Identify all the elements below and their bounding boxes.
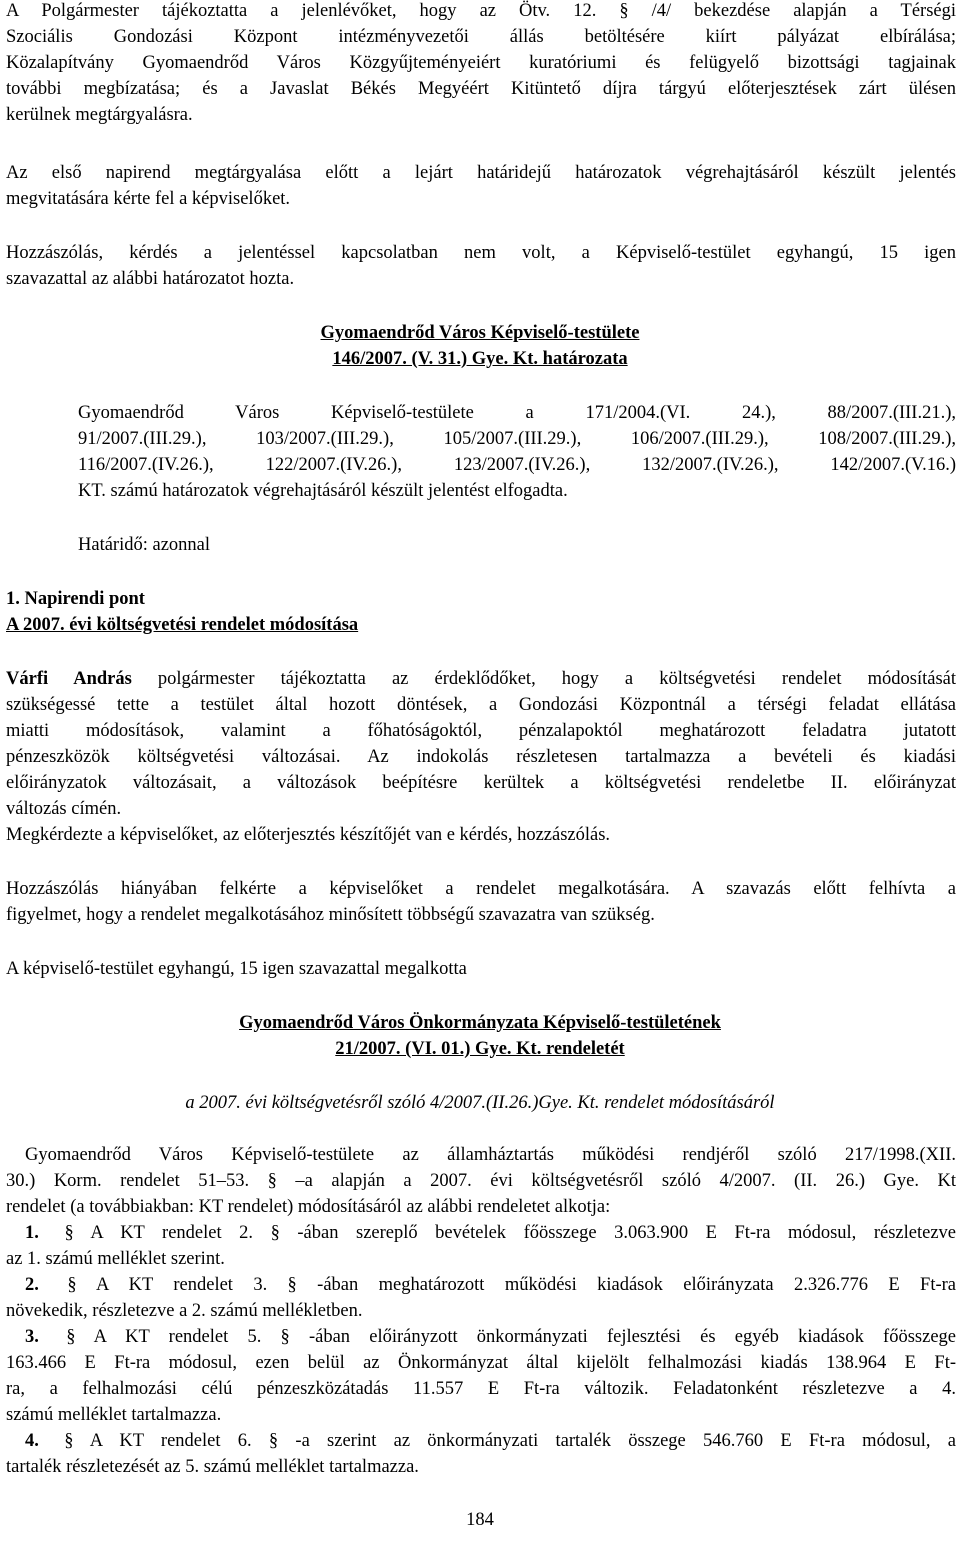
decree-heading bbox=[0, 1010, 960, 1036]
speech-text: polgármester tájékoztatta az érdeklődőket, hogy a költségvetési rendelet módosítását bbox=[131, 669, 956, 689]
decree-item-line: számú melléklet tartalmazza. bbox=[6, 1405, 222, 1425]
speaker-name: Várfi András bbox=[6, 669, 132, 689]
speech-line: szükségessé tette a testület által hozott döntések, a Gondozási Központnál a térségi feladat ellátása bbox=[6, 695, 956, 715]
intro-line: A Polgármester tájékoztatta a jelenlévőket, hogy az Ötv. 12. § /4/ bekezdése alapján a Térségi bbox=[6, 1, 956, 21]
no-comments-line: figyelmet, hogy a rendelet megalkotásához minősített többségű szavazatra van szükség. bbox=[6, 905, 655, 925]
decree-item-number: 4. bbox=[25, 1431, 39, 1451]
resolution-body-title: Gyomaendrőd Város Képviselő-testülete bbox=[320, 323, 640, 343]
decree-item-line: tartalék részletezését az 5. számú melléklet tartalmazza. bbox=[6, 1457, 419, 1477]
speech-line: pénzeszközök költségvetési változásai. Az indokolás részletesen tartalmazza a bevételi és kiadási bbox=[6, 747, 956, 767]
decree-item-text: § A KT rendelet 3. § -ában meghatározott működési kiadások előirányzata 2.326.776 E Ft-ra bbox=[67, 1275, 957, 1295]
resolution-number-row bbox=[0, 346, 960, 372]
decree-body-title: Gyomaendrőd Város Önkormányzata Képviselő-testületének bbox=[239, 1013, 721, 1033]
resolution-number: 146/2007. (V. 31.) Gye. Kt. határozata bbox=[332, 349, 628, 369]
resolution-deadline: Határidő: azonnal bbox=[78, 535, 211, 555]
resolution-line: 91/2007.(III.29.), 103/2007.(III.29.), 105/2007.(III.29.), 106/2007.(III.29.), 108/2007.(III.29.), bbox=[78, 429, 956, 449]
preamble-line: 30.) Korm. rendelet 51–53. § –a alapján a 2007. évi költségvetésről szóló 4/2007. (II. 26.) Gye. Kt bbox=[6, 1171, 956, 1191]
first-agenda-line: megvitatására kérte fel a képviselőket. bbox=[6, 189, 291, 209]
no-comments-line: Hozzászólás hiányában felkérte a képviselőket a rendelet megalkotására. A szavazás előtt felhívta a bbox=[6, 879, 956, 899]
resolution-heading bbox=[0, 320, 960, 346]
decree-item-line: az 1. számú melléklet szerint. bbox=[6, 1249, 225, 1269]
decree-item-text: § A KT rendelet 2. § -ában szereplő bevételek főösszege 3.063.900 E Ft-ra módosul, részletezve bbox=[64, 1223, 957, 1243]
page-number: 184 bbox=[466, 1510, 494, 1530]
resolution-line: Gyomaendrőd Város Képviselő-testülete a 171/2004.(VI. 24.), 88/2007.(III.21.), bbox=[78, 403, 956, 423]
decree-item-line: ra, a felhalmozási célú pénzeszközátadás 11.557 E Ft-ra változik. Feladatonként részletezve a 4. bbox=[6, 1379, 956, 1399]
speech-line: miatti módosítások, valamint a főhatóságoktól, pénzalapoktól meghatározott feladatra jutatott bbox=[6, 721, 956, 741]
decree-item-number: 1. bbox=[25, 1223, 39, 1243]
decree-number: 21/2007. (VI. 01.) Gye. Kt. rendeletét bbox=[335, 1039, 625, 1059]
decree-item-line: 163.466 E Ft-ra módosul, ezen belül az Önkormányzat által kijelölt felhalmozási kiadás 138.964 E Ft- bbox=[6, 1353, 956, 1373]
decree-item-number: 2. bbox=[25, 1275, 39, 1295]
vote-line: A képviselő-testület egyhangú, 15 igen szavazattal megalkotta bbox=[6, 959, 467, 979]
first-agenda-line: Az első napirend megtárgyalása előtt a lejárt határidejű határozatok végrehajtásáról készült jelentés bbox=[6, 163, 956, 183]
agenda-point-title: A 2007. évi költségvetési rendelet módosítása bbox=[6, 615, 359, 635]
decree-item-first-line bbox=[25, 1428, 956, 1454]
speech-line: változás címén. bbox=[6, 799, 122, 819]
preamble-line: rendelet (a továbbiakban: KT rendelet) módosításáról az alábbi rendeletet alkotja: bbox=[6, 1197, 611, 1217]
decree-item-line: növekedik, részletezve a 2. számú mellékletben. bbox=[6, 1301, 363, 1321]
decree-item-text: § A KT rendelet 6. § -a szerint az önkormányzati tartalék összege 546.760 E Ft-ra módosul, a bbox=[64, 1431, 956, 1451]
decree-item-number: 3. bbox=[25, 1327, 39, 1347]
intro-line: további megbízatása; és a Javaslat Békés Megyéért Kitüntető díjra tárgyú előterjesztések zárt ülésen bbox=[6, 79, 956, 99]
resolution-line: 116/2007.(IV.26.), 122/2007.(IV.26.), 123/2007.(IV.26.), 132/2007.(IV.26.), 142/2007.(V.16.) bbox=[78, 455, 956, 475]
decree-subtitle: a 2007. évi költségvetésről szóló 4/2007.(II.26.)Gye. Kt. rendelet módosításáról bbox=[185, 1093, 775, 1113]
decree-item-first-line bbox=[25, 1272, 956, 1298]
comments-line: szavazattal az alábbi határozatot hozta. bbox=[6, 269, 295, 289]
comments-line: Hozzászólás, kérdés a jelentéssel kapcsolatban nem volt, a Képviselő-testület egyhangú, 15 igen bbox=[6, 243, 956, 263]
decree-item-first-line bbox=[25, 1220, 956, 1246]
speech-line: Megkérdezte a képviselőket, az előterjesztés készítőjét van e kérdés, hozzászólás. bbox=[6, 825, 611, 845]
speech-line bbox=[6, 666, 956, 692]
preamble-line: Gyomaendrőd Város Képviselő-testülete az államháztartás működési rendjéről szóló 217/1998.(XII. bbox=[25, 1145, 956, 1165]
intro-line: Közalapítvány Gyomaendrőd Város Közgyűjteményeiért kuratóriumi és felügyelő bizottsági tagjainak bbox=[6, 53, 956, 73]
decree-item-first-line bbox=[25, 1324, 956, 1350]
intro-line: kerülnek megtárgyalásra. bbox=[6, 105, 193, 125]
intro-line: Szociális Gondozási Központ intézményvezetői állás betöltésére kiírt pályázat elbírálása; bbox=[6, 27, 956, 47]
agenda-point-title-row bbox=[6, 612, 956, 638]
speech-line: előirányzatok változásait, a változások beépítésre kerültek a költségvetési rendeletbe II. előirányzat bbox=[6, 773, 956, 793]
decree-number-row bbox=[0, 1036, 960, 1062]
decree-item-text: § A KT rendelet 5. § -ában előirányzott önkormányzati fejlesztési és egyéb kiadások főösszege bbox=[66, 1327, 957, 1347]
resolution-line: KT. számú határozatok végrehajtásáról készült jelentést elfogadta. bbox=[78, 481, 568, 501]
agenda-point-number: 1. Napirendi pont bbox=[6, 589, 145, 609]
